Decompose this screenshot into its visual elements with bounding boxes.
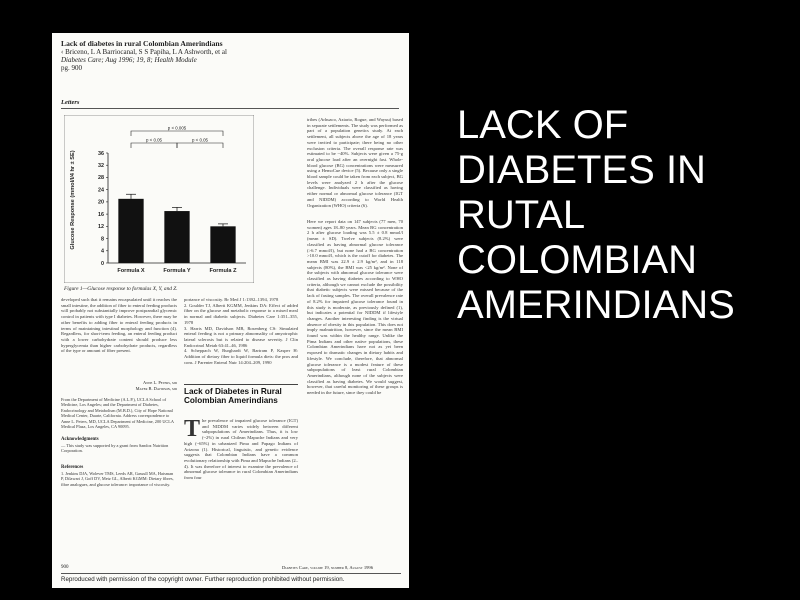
author-affiliation: From the Department of Medicine (A.L.P.), UCLA School of Medicine, Los Angeles; and the Department of Diabetes, Endocrinology and Metabolism (M.B.D.), City of Hope National Medical Center, Duarte, California. Address correspondence to Anne L. Peters, MD, UCLA Department of Medicine, 200 UCLA Medical Plaza, Los Angeles, CA 90095. (61, 397, 174, 430)
y-axis-label: Glucose Response (mmol/l/4 hr ± SE) (70, 150, 76, 250)
slide-title-line-3: RUTAL (457, 193, 586, 237)
section-label: Letters (61, 99, 80, 106)
y-tick-label: 24 (98, 187, 104, 194)
intro-text: he prevalence of impaired glucose tolerance (IGT) and NIDDM varies widely between different subpopulations of Amerindians. Thus, it is low (~2%) in rural Chilean Mapuche Indians and very high (~65%) in urbanized Pima and Papago Indians of Arizona (1). Historical, linguistic, and genetic evidence suggests that Colombian Indians have a common evolutionary relationship with Pima and Mapuche Indians (2–4). It was therefore of interest to examine the prevalence of abnormal glucose tolerance in rural Colombian Amerindians from four (184, 418, 298, 481)
slide-title-line-4: COLOMBIAN (457, 238, 698, 282)
bracket-label: p < 0.05 (192, 137, 208, 143)
glucose-response-chart (64, 115, 254, 283)
y-tick-label: 16 (98, 211, 104, 218)
slide-title-line-5: AMERINDIANS (457, 283, 735, 327)
column-3-top: tribes (Arhuaco, Aziario, Rogue, and Wayuu) based in separate settlements. The study was performed as part of a population genetics study. At each settlement, all subjects above the age of 18 years were invited to participate; there being no other exclusion criteria. The overall response rate was estimated to be ~40%. Subjects were given a 75-g oral glucose load after an overnight fast. Whole-blood glucose (BG) concentrations were measured using a HemoCue device (5). Because only a single blood sample could be taken from each subject, BG levels were analyzed 2 h after the glucose challenge. Individuals were classified as having either normal or abnormal glucose tolerance (IGT and NIDDM) according to World Health Organization (WHO) criteria (6). (307, 117, 403, 208)
header-divider (61, 108, 399, 109)
bracket-label: p < 0.005 (167, 125, 187, 131)
acknowledgments-body: — This study was supported by a grant from Sandoz Nutrition Corporation. (61, 443, 169, 454)
bracket-label: p < 0.05 (146, 137, 162, 143)
y-tick-label: 12 (98, 224, 104, 231)
drop-cap: T (184, 416, 201, 442)
y-tick-label: 28 (98, 175, 104, 182)
article-pages: pg. 900 (61, 64, 82, 72)
reference-1: 1. Jenkins DJA, Wolever TMS, Leeds AR, Gassull MA, Haisman P, Dilawari J, Goff DV, Metz GL, Alberti KGMM: Dietary fibres, fibre analogues, and glucose tolerance: importance of viscosity. (61, 471, 174, 487)
journal-footer: Diabetes Care, volume 19, number 8, August 1996 (282, 565, 374, 570)
x-tick-label: Formula X (117, 268, 145, 274)
y-tick-label: 36 (98, 150, 104, 157)
reproduction-notice: Reproduced with permission of the copyright owner. Further reproduction prohibited without permission. (61, 576, 345, 583)
bar-3 (210, 226, 235, 263)
scanned-journal-page (52, 33, 409, 588)
y-tick-label: 8 (101, 236, 104, 243)
slide-title-line-2: DIABETES IN (457, 148, 706, 192)
bracket-line (131, 131, 223, 136)
acknowledgments-heading: Acknowledgments (61, 437, 99, 442)
page-number: 900 (61, 565, 69, 570)
article-authors: ‹ Briceno, L A Barriocanal, S S Papiha, L A Ashworth, et al (61, 48, 227, 56)
article-source: Diabetes Care; Aug 1996; 19, 8; Health Module (61, 56, 197, 64)
x-axis-labels (117, 268, 237, 274)
inset-article-title: Lack of Diabetes in Rural Colombian Amerindians (184, 384, 298, 405)
bars (118, 194, 235, 263)
bracket-line (131, 143, 177, 148)
y-tick-label: 4 (101, 248, 104, 255)
y-tick-label: 0 (101, 260, 104, 267)
references-heading: References (61, 465, 84, 470)
bracket-line (177, 143, 223, 148)
slide-title-line-1: LACK OF (457, 103, 629, 147)
bar-1 (118, 199, 143, 263)
y-tick-label: 32 (98, 163, 104, 170)
footer-divider (61, 573, 401, 574)
significance-brackets (131, 126, 223, 149)
column-2-references: portance of viscosity. Br Med J 1:1392–1394, 1978 2. Goulder TJ, Alberti KGMM, Jenkins DA: Effect of added fiber on the glucose and metabolic response to a mixed meal in normal and diabetic subjects. Diabetes Care 1:351–355, 1978 3. Harris MD, Davidson MB, Rosenberg CS: Simulated enteral feeding is not a primary abnormality of amyotrophic lateral sclerosis but is related to disease severity. J Clin Endocrinol Metab 63:41–46, 1986 4. Scheppach W, Burghardt W, Bartram P, Kasper H: Addition of dietary fiber to liquid formula diets: the pros and cons. J Parenter Enteral Nutr 14:204–209, 1990 (184, 297, 298, 365)
y-tick-label: 20 (98, 199, 104, 206)
column-2-intro (184, 418, 298, 481)
x-tick-label: Formula Z (209, 268, 237, 274)
letter-authors: Anne L. Peters, md Mayer B. Davidson, md (135, 380, 177, 391)
bar-2 (164, 211, 189, 263)
article-title: Lack of diabetes in rural Colombian Amerindians (61, 39, 223, 48)
column-3-bottom: Here we report data on 147 subjects (77 men, 70 women) ages 18–80 years. Mean BG concentration 2 h after glucose loading was 5.5 ± 0.8 mmol/l (mean ± SD). Twelve subjects (8.2%) were classified as having abnormal glucose tolerance (>6.7 mmol/l), but none had a BG concentration >10.0 mmol/l, which is the cutoff for diabetes. The mean BMI was 22.9 ± 2.9 kg/m², and in 118 subjects (80%), the BMI was <25 kg/m². None of the subjects with abnormal glucose tolerance were classified as having diabetes according to WHO criteria, although we cannot exclude the possibility that diabetic subjects were missed because of the lack of fasting samples. The overall prevalence rate of 8.2% for impaired glucose tolerance found in this study is moderate, as previously defined (1), but indicates a potential for NIDDM if lifestyle changes. Another interesting finding is the virtual absence of obesity in this population. This does not imply malnutrition, however, since the mean BMI found was within the healthy range. Unlike the Pima Indians and other native populations, these Colombian Amerindians have not as yet been exposed to dramatic changes in dietary habits and lifestyle. We conclude, therefore, that abnormal glucose tolerance is a modest feature of these subpopulations of least rural Colombian Amerindians, although none of the subjects were classified as having diabetes. We would suggest, however, that careful monitoring of these groups is needed in the future, since they could be (307, 219, 403, 396)
citation-header (61, 40, 401, 72)
slide-title (457, 103, 797, 328)
x-tick-label: Formula Y (163, 268, 191, 274)
column-1-body: developed such that it remains encapsulated until it reaches the small intestine, the addition of fiber to enteral feeding products will probably not substantially improve postprandial glycemic control in patients with type I diabetes. However, there may be other benefits to adding fiber to enteral feeding products in terms of maintaining intestinal morphology and function (4). Regardless, for short-term feeding, an enteral feeding product with a lower carbohydrate content should produce less hyperglycemia than higher carbohydrate products, regardless of the type or amount of fiber present. (61, 297, 177, 354)
figure-caption: Figure 1—Glucose response to formulas X, Y, and Z. (64, 286, 178, 292)
